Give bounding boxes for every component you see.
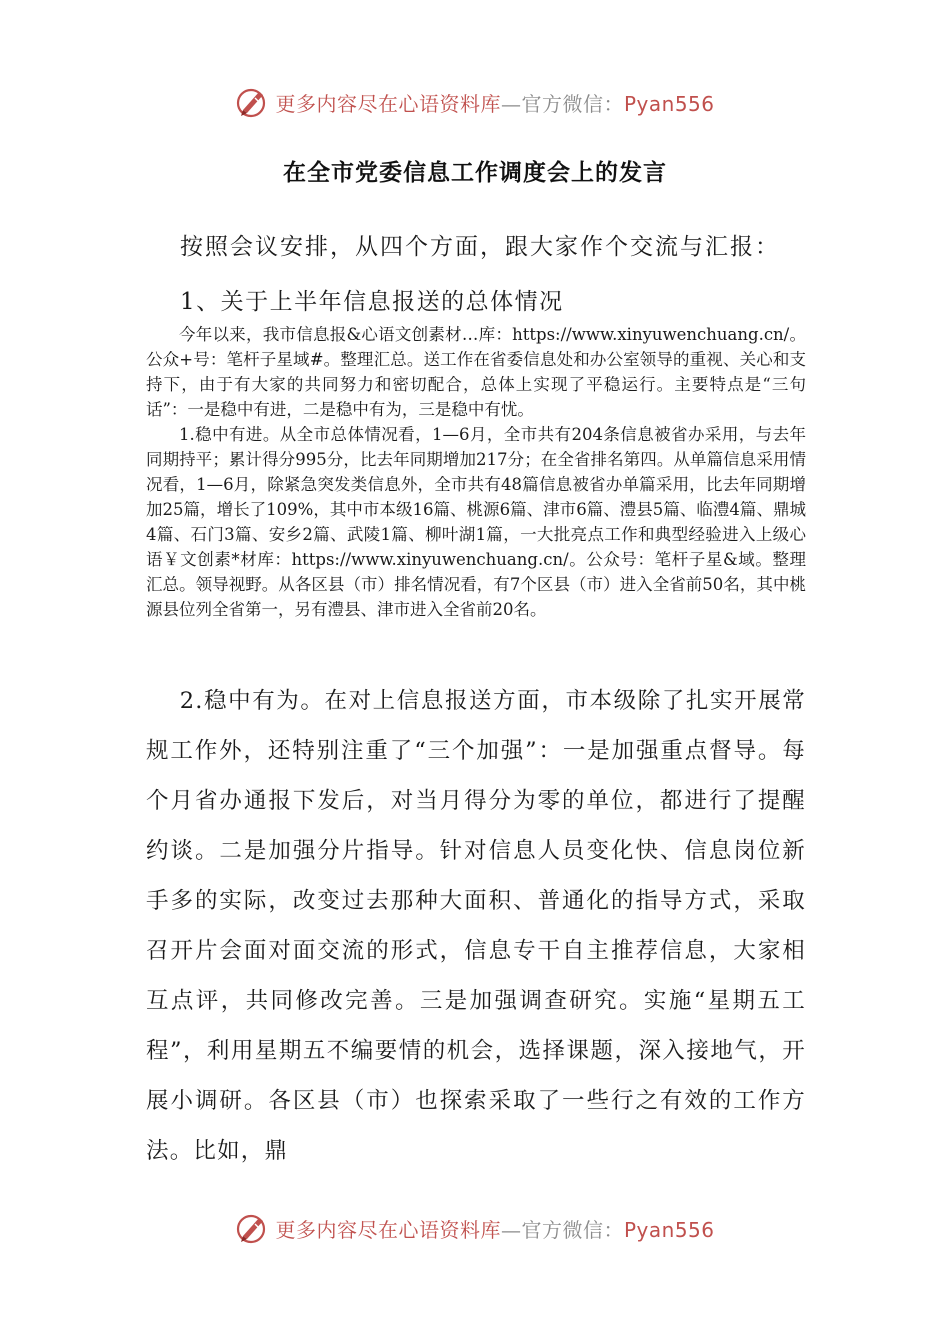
pen-circle-logo-icon	[235, 84, 271, 120]
banner-text: 更多内容尽在心语资料库—官方微信：Pyan556	[275, 91, 715, 116]
header-banner	[0, 82, 950, 122]
small-text-block	[146, 322, 806, 622]
intro-paragraph: 按照会议安排，从四个方面，跟大家作个交流与汇报：	[180, 234, 780, 260]
document-title: 在全市党委信息工作调度会上的发言	[283, 160, 667, 186]
paragraph-steady-progress: 1.稳中有进。从全市总体情况看，1—6月，全市共有204条信息被省办采用，与去年同期持平；累计得分995分，比去年同期增加217分；在全省排名第四。从单篇信息采用情况看，1—6月，除紧急突发类信息外，全市共有48篇信息被省办单篇采用，比去年同期增加25篇，增长了109%，其中市本级16篇、桃源6篇、津市6篇、澧县5篇、临澧4篇、鼎城4篇、石门3篇、安乡2篇、武陵1篇、柳叶湖1篇，一大批亮点工作和典型经验进入上级心语￥文创素*材库：https://www.xinyuwenchuang.cn/。公众号：笔杆子星&域。整理汇总。领导视野。从各区县（市）排名情况看，有7个区县（市）进入全省前50名，其中桃源县位列全省第一，另有澧县、津市进入全省前20名。	[146, 425, 806, 619]
section-heading: 1、关于上半年信息报送的总体情况	[180, 289, 564, 315]
paragraph-overview: 今年以来，我市信息报&心语文创素材…库：https://www.xinyuwenchuang.cn/。公众+号：笔杆子星域#。整理汇总。送工作在省委信息处和办公室领导的重视、关心和支持下，由于有大家的共同努力和密切配合，总体上实现了平稳运行。主要特点是“三句话”：一是稳中有进，二是稳中有为，三是稳中有忧。	[146, 325, 806, 419]
paragraph-steady-action: 2.稳中有为。在对上信息报送方面，市本级除了扎实开展常规工作外，还特别注重了“三个加强”：一是加强重点督导。每个月省办通报下发后，对当月得分为零的单位，都进行了提醒约谈。二是加强分片指导。针对信息人员变化快、信息岗位新手多的实际，改变过去那种大面积、普通化的指导方式，采取召开片会面对面交流的形式，信息专干自主推荐信息，大家相互点评，共同修改完善。三是加强调查研究。实施“星期五工程”，利用星期五不编要情的机会，选择课题，深入接地气，开展小调研。各区县（市）也探索采取了一些行之有效的工作方法。比如，鼎	[146, 688, 806, 1164]
large-text-block	[146, 676, 806, 1176]
banner-text: 更多内容尽在心语资料库—官方微信：Pyan556	[275, 1217, 715, 1242]
footer-banner	[0, 1208, 950, 1248]
pen-circle-logo-icon	[235, 1210, 271, 1246]
